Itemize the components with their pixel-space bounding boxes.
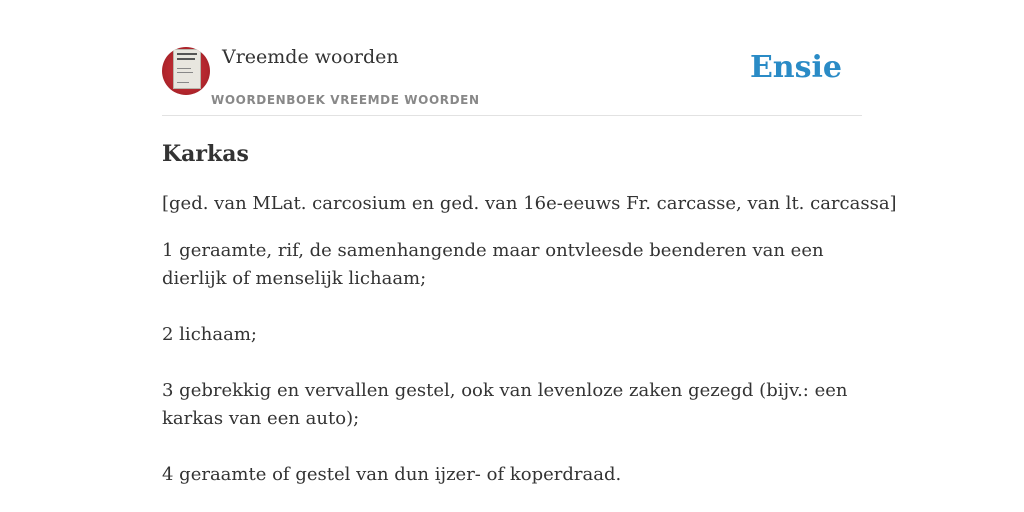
dictionary-book-icon[interactable]: [162, 47, 210, 95]
definition-item: 2 lichaam;: [162, 324, 257, 345]
definition-item: 4 geraamte of gestel van dun ijzer- of koperdraad.: [162, 464, 622, 485]
definition-list: [162, 237, 862, 489]
ensie-logo[interactable]: Ensie: [749, 50, 842, 85]
book-cover: [173, 49, 201, 89]
site-header: [162, 44, 862, 116]
headword: Karkas: [162, 141, 249, 167]
definition-item: 3 gebrekkig en vervallen gestel, ook van levenloze zaken gezegd (bijv.: een karkas van een auto);: [162, 380, 848, 429]
definition-item: 1 geraamte, rif, de samenhangende maar ontvleesde beenderen van een dierlijk of menselijk lichaam;: [162, 240, 824, 289]
site-title[interactable]: Vreemde woorden: [222, 46, 399, 68]
site-subtitle[interactable]: WOORDENBOEK VREEMDE WOORDEN: [211, 93, 480, 107]
etymology: [ged. van MLat. carcosium en ged. van 16e-eeuws Fr. carcasse, van lt. carcassa]: [162, 193, 897, 214]
entry-content: [162, 138, 897, 512]
